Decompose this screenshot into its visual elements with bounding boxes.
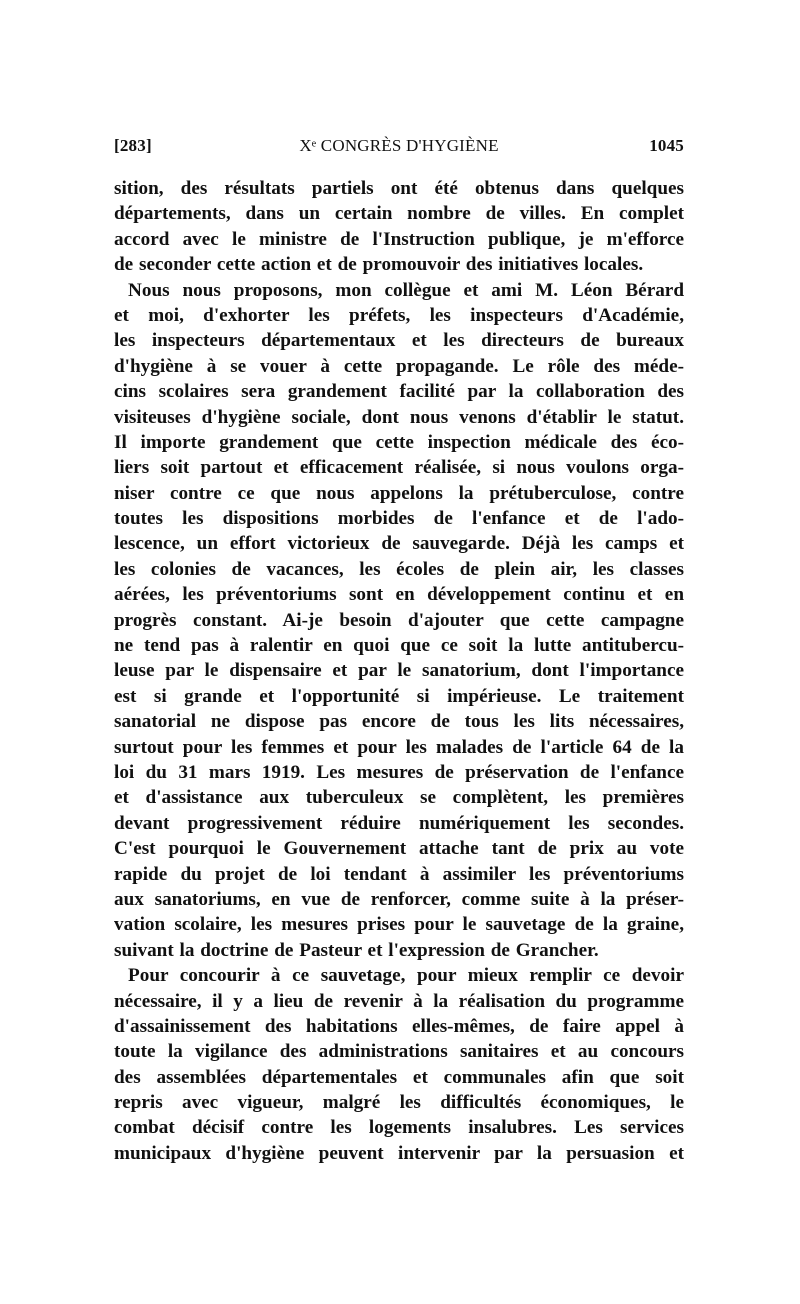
text-line: devant progressivement réduire numériquement les secondes. [114, 812, 684, 834]
text-line: aérées, les préventoriums sont en développement continu et en [114, 584, 684, 606]
text-line: sanatorial ne dispose pas encore de tous les lits nécessaires, [114, 711, 684, 733]
text-line: aux sanatoriums, en vue de renforcer, comme suite à la préser- [114, 888, 684, 910]
text-line: progrès constant. Ai-je besoin d'ajouter que cette campagne [114, 609, 684, 631]
text-line: Nous nous proposons, mon collègue et ami M. Léon Bérard [128, 279, 684, 301]
body-text [114, 176, 684, 1166]
text-line: d'hygiène à se vouer à cette propagande. Le rôle des méde- [114, 355, 684, 377]
text-line: les inspecteurs départementaux et les directeurs de bureaux [114, 330, 684, 352]
text-line: Il importe grandement que cette inspection médicale des éco- [114, 431, 684, 453]
text-line: accord avec le ministre de l'Instruction publique, je m'efforce [114, 228, 684, 250]
text-line: suivant la doctrine de Pasteur et l'expression de Grancher. [114, 939, 599, 961]
text-line: municipaux d'hygiène peuvent intervenir par la persuasion et [114, 1142, 684, 1164]
text-line: d'assainissement des habitations elles-mêmes, de faire appel à [114, 1015, 684, 1037]
page-reference: [283] [114, 136, 152, 155]
text-line: des assemblées départementales et communales afin que soit [114, 1066, 684, 1088]
text-line: départements, dans un certain nombre de villes. En complet [114, 203, 684, 225]
text-line: C'est pourquoi le Gouvernement attache tant de prix au vote [114, 838, 684, 860]
text-line: rapide du projet de loi tendant à assimiler les préventoriums [114, 863, 684, 885]
text-line: nécessaire, il y a lieu de revenir à la réalisation du programme [114, 990, 684, 1012]
text-line: toutes les dispositions morbides de l'enfance et de l'ado- [114, 508, 684, 530]
paragraph [114, 963, 684, 1166]
text-line: leuse par le dispensaire et par le sanatorium, dont l'importance [114, 660, 684, 682]
text-line: vation scolaire, les mesures prises pour le sauvetage de la graine, [114, 914, 684, 936]
running-header [114, 136, 684, 160]
text-line: de seconder cette action et de promouvoir des initiatives locales. [114, 254, 644, 276]
text-line: visiteuses d'hygiène sociale, dont nous venons d'établir le statut. [114, 406, 684, 428]
text-line: niser contre ce que nous appelons la prétuberculose, contre [114, 482, 684, 504]
text-line: repris avec vigueur, malgré les difficultés économiques, le [114, 1092, 684, 1114]
text-line: loi du 31 mars 1919. Les mesures de préservation de l'enfance [114, 761, 684, 783]
text-line: combat décisif contre les logements insalubres. Les services [114, 1117, 684, 1139]
text-line: Pour concourir à ce sauvetage, pour mieux remplir ce devoir [128, 965, 684, 987]
page-number: 1045 [649, 136, 684, 155]
text-line: surtout pour les femmes et pour les malades de l'article 64 de la [114, 736, 684, 758]
text-line: les colonies de vacances, les écoles de plein air, les classes [114, 558, 684, 580]
text-line: toute la vigilance des administrations sanitaires et au concours [114, 1041, 684, 1063]
text-line: lescence, un effort victorieux de sauvegarde. Déjà les camps et [114, 533, 684, 555]
text-line: et moi, d'exhorter les préfets, les inspecteurs d'Académie, [114, 304, 684, 326]
text-line: sition, des résultats partiels ont été obtenus dans quelques [114, 178, 684, 199]
text-line: et d'assistance aux tuberculeux se complètent, les premières [114, 787, 684, 809]
paragraph [114, 278, 684, 964]
text-line: est si grande et l'opportunité si impérieuse. Le traitement [114, 685, 684, 707]
running-title: Xᵉ CONGRÈS D'HYGIÈNE [299, 136, 499, 155]
text-line: cins scolaires sera grandement facilité par la collaboration des [114, 381, 684, 403]
paragraph [114, 176, 684, 278]
text-line: ne tend pas à ralentir en quoi que ce soit la lutte antitubercu- [114, 635, 684, 657]
text-line: liers soit partout et efficacement réalisée, si nous voulons orga- [114, 457, 684, 479]
